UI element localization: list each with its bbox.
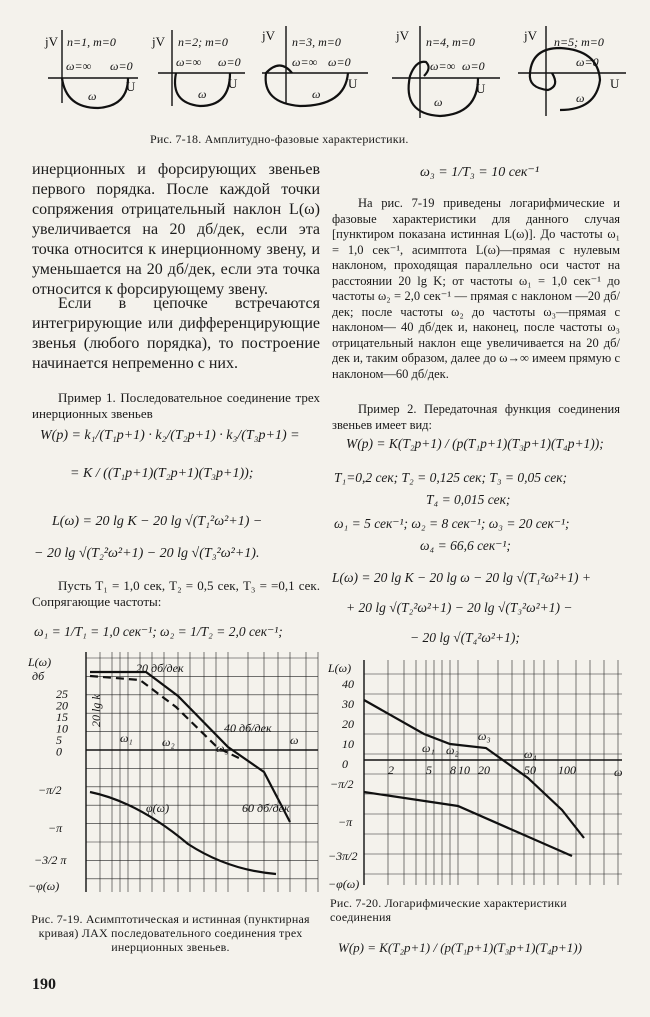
y-label-db: дб — [32, 669, 45, 683]
example-2-intro: Пример 2. Передаточная функция соединения звеньев имеет вид: — [332, 402, 620, 432]
svg-text:ω=∞: ω=∞ — [430, 59, 456, 73]
svg-text:U: U — [476, 81, 486, 96]
x-tick: 100 — [558, 763, 576, 777]
formula-l2-line3: − 20 lg √(T₄²ω²+1); — [410, 630, 520, 645]
panel-5-label: n=5; m=0 — [554, 35, 604, 49]
figure-7-18-caption: Рис. 7-18. Амплитудно-фазовые характеристики. — [150, 132, 409, 146]
svg-text:60 дб/дек: 60 дб/дек — [242, 801, 290, 815]
paragraph-fig719: На рис. 7-19 приведены логарифмические и фазовые характеристики для данного случая [пунктиром показана истинная L(ω)]. До частоты ω₁ = 1,0 сек⁻¹, асимптота L(ω)—прямая с нулевым наклоном, проходящая параллельно оси частот на расстоянии 20 lg K; от частоты ω₁ = 1,0 сек⁻¹ до частоты ω₂ = 2,0 сек⁻¹ — прямая с наклоном —20 дб/дек; после частоты ω₂ до частоты ω₃—прямая с наклоном— 40 дб/дек и, наконец, после частоты ω₃ отрицательный наклон еще увеличивается на 20 дб/дек и, таким образом, далее до ω→∞ имеем прямую с наклоном—60 дб/дек. — [332, 196, 620, 381]
svg-text:ω: ω — [614, 765, 623, 779]
figure-7-20 — [328, 660, 624, 892]
params-line1: T₁=0,2 сек; T₂ = 0,125 сек; T₃ = 0,05 сек; — [334, 470, 568, 485]
panel-2-label: n=2; m=0 — [178, 35, 228, 49]
svg-text:−π: −π — [48, 821, 63, 835]
let-text: Пусть T₁ = 1,0 сек, T₂ = 0,5 сек, T₃ = =0,1 сек. Сопрягающие частоты: — [32, 578, 320, 609]
svg-text:ω=0: ω=0 — [110, 59, 133, 73]
svg-text:ω: ω — [576, 91, 585, 105]
afc-panel-1 — [44, 30, 138, 108]
paragraph-1: инерционных и форсирующих звеньев первого порядка. После каждой точки сопряжения отрицательный наклон L(ω) увеличивается на 20 дб/дек, если эта точка относится к инерционному звену, и уменьшается на 20 дб/дек, если эта точка относится к форсирующему звену. — [32, 161, 320, 298]
svg-text:ω: ω — [434, 95, 443, 109]
y-tick: 10 — [56, 721, 68, 736]
formula-l1-line1: L(ω) = 20 lg K − 20 lg √(T₁²ω²+1) − — [52, 514, 263, 529]
svg-text:−π/2: −π/2 — [330, 777, 354, 791]
freqs-line1: ω₁ = 5 сек⁻¹; ω₂ = 8 сек⁻¹; ω₃ = 20 сек⁻¹; — [334, 516, 570, 531]
svg-text:ω=∞: ω=∞ — [66, 59, 92, 73]
svg-text:−3/2 π: −3/2 π — [34, 853, 67, 867]
svg-text:ω: ω — [88, 89, 97, 103]
panel-1-label: n=1, m=0 — [67, 35, 116, 49]
svg-text:ω=0: ω=0 — [462, 59, 485, 73]
svg-text:ω₃: ω₃ — [478, 729, 491, 743]
svg-text:U: U — [126, 79, 136, 94]
y-tick: 10 — [342, 737, 354, 751]
svg-text:ω=0: ω=0 — [328, 55, 351, 69]
paragraph-2: Если в цепочке встречаются интегрирующие или дифференцирующие звенья (любого порядка), то построение начинается непременно с них. — [32, 295, 320, 372]
svg-text:ω: ω — [198, 87, 207, 101]
panel-4-label: n=4, m=0 — [426, 35, 475, 49]
svg-text:−φ(ω): −φ(ω) — [328, 877, 360, 891]
svg-text:ω=∞: ω=∞ — [292, 55, 318, 69]
y-tick: 15 — [56, 710, 68, 724]
example-1-intro: Пример 1. Последовательное соединение трех инерционных звеньев — [32, 390, 320, 421]
svg-text:ω=∞: ω=∞ — [176, 55, 202, 69]
svg-text:ω₃: ω₃ — [216, 741, 229, 755]
afc-panel-2 — [151, 30, 245, 106]
svg-text:20 lg k: 20 lg k — [89, 694, 103, 727]
x-tick: 10 — [458, 763, 470, 777]
figure-7-20-caption: Рис. 7-20. Логарифмические характеристики соединения — [330, 896, 567, 924]
afc-panel-4 — [392, 26, 500, 118]
svg-text:ω₂: ω₂ — [446, 743, 459, 757]
l2-curve — [364, 700, 584, 838]
params-line2: T₄ = 0,015 сек; — [426, 492, 511, 507]
x-tick: 50 — [524, 763, 536, 777]
svg-text:U: U — [610, 76, 620, 91]
y-tick: 0 — [342, 757, 348, 771]
afc-panel-3 — [261, 26, 368, 106]
svg-text:U: U — [348, 76, 358, 91]
y-tick: 20 — [342, 717, 354, 731]
svg-text:ω₁: ω₁ — [422, 741, 435, 755]
x-tick: 2 — [388, 763, 394, 777]
panel-3-label: n=3, m=0 — [292, 35, 341, 49]
svg-text:−φ(ω): −φ(ω) — [28, 879, 60, 893]
svg-text:ω₄: ω₄ — [524, 747, 537, 761]
y-label-l: L(ω) — [28, 655, 52, 669]
axis-jv-1: jV — [45, 34, 58, 49]
svg-text:−π: −π — [338, 815, 353, 829]
svg-text:ω₂: ω₂ — [162, 735, 175, 749]
y-tick: 25 — [56, 687, 68, 701]
svg-text:ω=0: ω=0 — [218, 55, 241, 69]
formula-w2-bottom: W(p) = K(T₂p+1) / (p(T₁p+1)(T₃p+1)(T₄p+1)) — [338, 940, 582, 955]
svg-text:jV: jV — [524, 28, 537, 43]
formula-w1-line1: W(p) = k₁/(T₁p+1) · k₂/(T₂p+1) · k₃/(T₃p+1) = — [40, 428, 300, 443]
svg-text:ω=0: ω=0 — [576, 55, 599, 69]
omega3-formula: ω₃ = 1/T₃ = 10 сек⁻¹ — [420, 165, 540, 180]
svg-text:−3π/2: −3π/2 — [328, 849, 358, 863]
y-tick: 5 — [56, 733, 62, 747]
svg-text:ω: ω — [290, 733, 299, 747]
svg-text:jV: jV — [396, 28, 409, 43]
x-tick: 20 — [478, 763, 490, 777]
y-tick: 40 — [342, 677, 354, 691]
afc-panel-5 — [518, 26, 626, 116]
formula-l1-line2: − 20 lg √(T₂²ω²+1) − 20 lg √(T₃²ω²+1). — [34, 546, 260, 561]
formula-w2: W(p) = K(T₂p+1) / (p(T₁p+1)(T₃p+1)(T₄p+1)); — [346, 436, 604, 451]
y-tick: 0 — [56, 744, 62, 759]
y-tick: 30 — [342, 697, 354, 711]
x-tick: 8 — [450, 763, 456, 777]
figure-7-18 — [30, 18, 630, 128]
svg-text:L(ω): L(ω) — [328, 661, 352, 675]
freq-formula: ω₁ = 1/T₁ = 1,0 сек⁻¹; ω₂ = 1/T₂ = 2,0 сек⁻¹; — [34, 624, 283, 639]
x-tick: 5 — [426, 763, 432, 777]
svg-text:20 дб/дек: 20 дб/дек — [136, 661, 184, 675]
svg-text:40 дб/дек: 40 дб/дек — [224, 721, 272, 735]
svg-text:ω: ω — [312, 87, 321, 101]
svg-text:−π/2: −π/2 — [38, 783, 62, 797]
svg-text:jV: jV — [152, 34, 165, 49]
phase2-curve — [364, 792, 572, 856]
svg-text:φ(ω): φ(ω) — [146, 801, 170, 815]
formula-w1-line2: = K / ((T₁p+1)(T₂p+1)(T₃p+1)); — [70, 466, 254, 481]
y-tick: 20 — [56, 698, 68, 713]
figure-7-19 — [28, 652, 320, 910]
page-number: 190 — [32, 976, 56, 993]
formula-l2-line2: + 20 lg √(T₂²ω²+1) − 20 lg √(T₃²ω²+1) − — [346, 600, 573, 615]
freqs-line2: ω₄ = 66,6 сек⁻¹; — [420, 538, 511, 553]
svg-text:ω₁: ω₁ — [120, 731, 133, 745]
svg-text:jV: jV — [262, 28, 275, 43]
formula-l2-line1: L(ω) = 20 lg K − 20 lg ω − 20 lg √(T₁²ω²+1) + — [332, 570, 591, 585]
figure-7-19-caption: Рис. 7-19. Асимптотическая и истинная (пунктирная кривая) ЛАХ последовательного соединения трех инерционных звеньев. — [31, 912, 310, 954]
svg-text:U: U — [228, 76, 238, 91]
